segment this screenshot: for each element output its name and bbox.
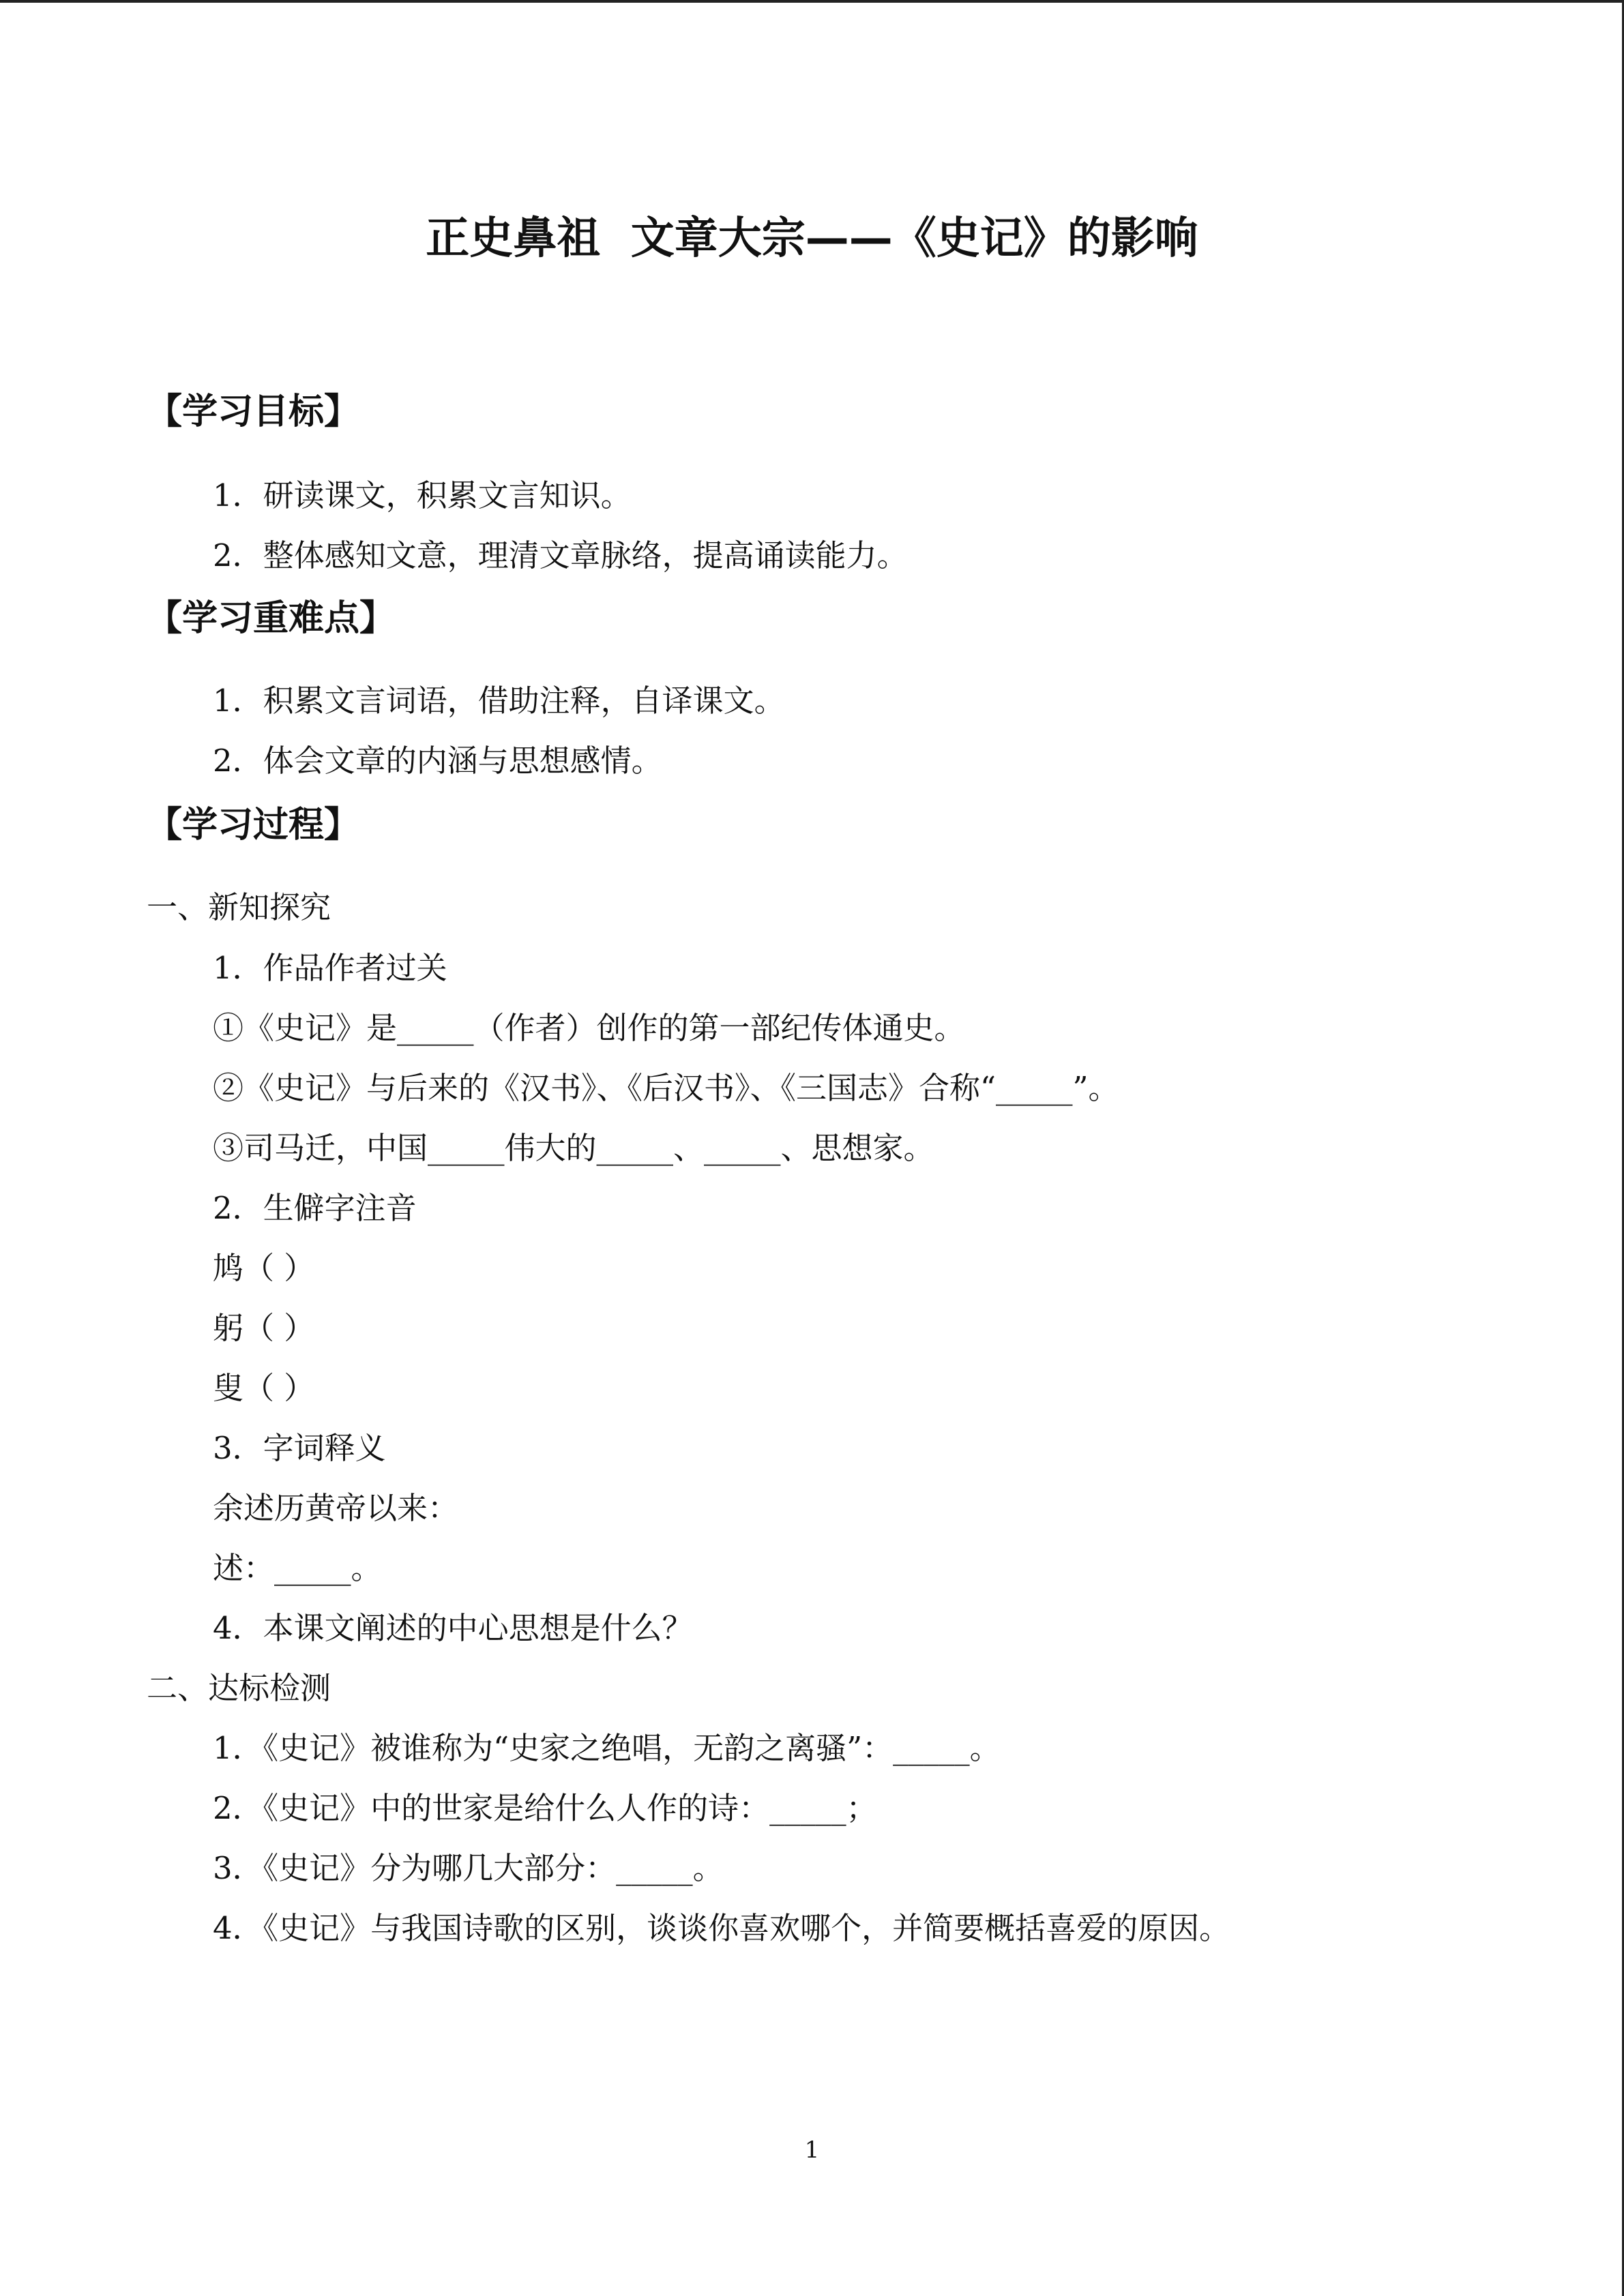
part1-line: ①《史记》是_____（作者）创作的第一部纪传体通史。 bbox=[213, 1010, 965, 1046]
heading-goals: 【学习目标】 bbox=[147, 391, 360, 432]
part1-line: 2．生僻字注音 bbox=[213, 1190, 417, 1226]
goal-item-2: 2．整体感知文意，理清文章脉络，提高诵读能力。 bbox=[213, 537, 908, 573]
part1-line: 3．字词释义 bbox=[213, 1430, 386, 1466]
heading-process: 【学习过程】 bbox=[147, 805, 360, 846]
part2-line: 2．《史记》中的世家是给什么人作的诗：_____； bbox=[213, 1790, 877, 1826]
part1-title: 一、新知探究 bbox=[147, 889, 331, 925]
part2-title: 二、达标检测 bbox=[147, 1670, 331, 1706]
part1-line: ②《史记》与后来的《汉书》、《后汉书》、《三国志》合称“_____”。 bbox=[213, 1070, 1119, 1106]
key-point-item-2: 2．体会文章的内涵与思想感情。 bbox=[213, 743, 662, 779]
goal-item-1: 1．研读课文，积累文言知识。 bbox=[213, 477, 632, 513]
part1-line: 鸠（ ） bbox=[213, 1250, 315, 1286]
part2-line: 4．《史记》与我国诗歌的区别，谈谈你喜欢哪个，并简要概括喜爱的原因。 bbox=[213, 1910, 1230, 1946]
page-frame-top bbox=[0, 0, 1624, 3]
part1-line: 4．本课文阐述的中心思想是什么？ bbox=[213, 1610, 693, 1646]
heading-key-points: 【学习重难点】 bbox=[147, 598, 396, 639]
part2-line: 1．《史记》被谁称为“史家之绝唱，无韵之离骚”：_____。 bbox=[213, 1730, 1001, 1766]
page-number: 1 bbox=[804, 2136, 820, 2164]
key-point-item-1: 1．积累文言词语，借助注释，自译课文。 bbox=[213, 683, 785, 719]
part1-line: 躬（ ） bbox=[213, 1310, 315, 1346]
part1-line: ③司马迁，中国_____伟大的_____、_____、思想家。 bbox=[213, 1130, 934, 1166]
part1-line: 1．作品作者过关 bbox=[213, 950, 447, 986]
part1-line: 叟（ ） bbox=[213, 1370, 315, 1406]
page-title: 正史鼻祖 文章大宗——《史记》的影响 bbox=[426, 213, 1198, 264]
part1-line: 述：_____。 bbox=[213, 1550, 382, 1586]
part2-line: 3．《史记》分为哪几大部分：_____。 bbox=[213, 1850, 724, 1886]
part1-line: 余述历黄帝以来： bbox=[213, 1490, 459, 1526]
